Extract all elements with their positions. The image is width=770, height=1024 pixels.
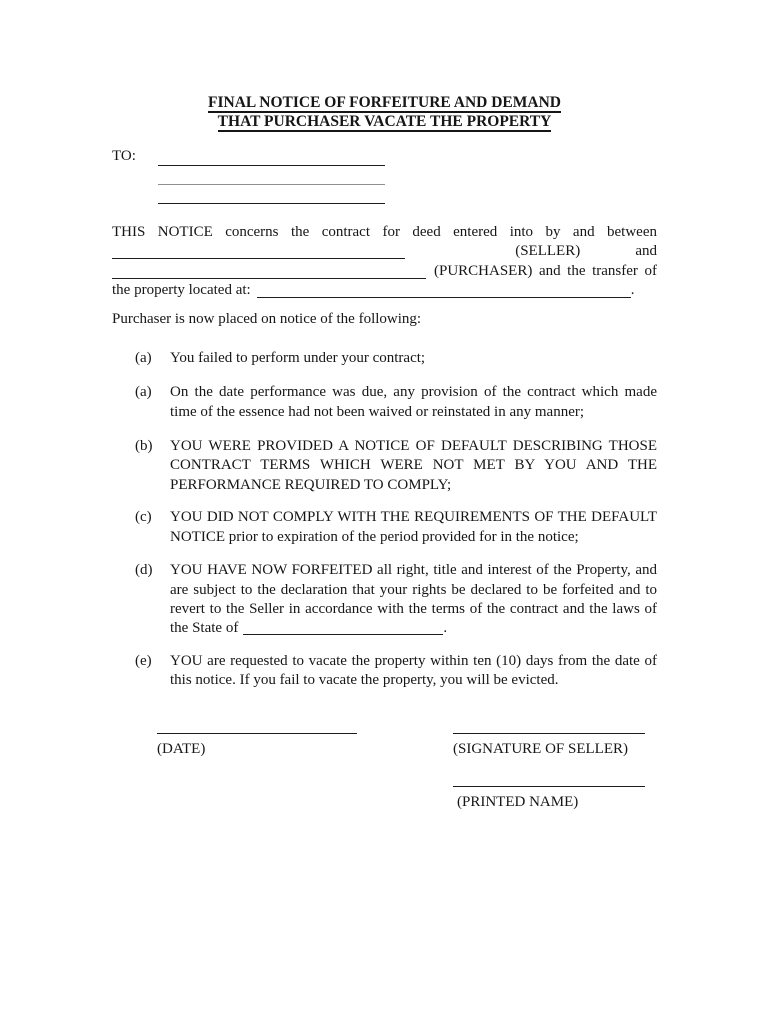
date-signature-block [157,733,357,813]
date-label: (DATE) [157,740,206,757]
title-line-2-text: THAT PURCHASER VACATE THE PROPERTY [217,113,552,131]
state-name-field[interactable] [243,620,443,635]
notice-lead: Purchaser is now placed on notice of the following: [112,311,422,328]
item-text: YOU are requested to vacate the property within ten (10) days from the date of this notice. If you fail to vacate the property, you will be evicted. [170,652,657,689]
indent [112,561,135,639]
list-item-a2 [112,383,657,422]
intro-line-4 [112,281,657,300]
indent [112,437,135,495]
title-line-1 [112,93,657,112]
item-text: YOU WERE PROVIDED A NOTICE OF DEFAULT DESCRIBING THOSE CONTRACT TERMS WHICH WERE NOT MET BY YOU AND THE PERFORMANCE REQUIRED TO COMPLY; [170,438,657,493]
to-address-field-3[interactable] [158,185,385,204]
property-address-field[interactable] [257,281,631,298]
item-text: YOU DID NOT COMPLY WITH THE REQUIREMENTS OF THE DEFAULT NOTICE prior to expiration of the period provided for in the notice; [170,509,657,545]
list-item-b [112,437,657,495]
indent [112,383,135,422]
to-label: TO: [112,147,136,164]
list-item-e [112,652,657,691]
item-d-text: YOU HAVE NOW FORFEITED all right, title and interest of the Property, and are subject to the declaration that your rights be declared to be forfeited and to revert to the Seller in accordance with the terms of the contract and the laws of the State of [170,562,657,637]
to-address-field-2[interactable] [158,166,385,185]
item-label: (a) [135,349,152,366]
item-label: (c) [135,509,152,526]
seller-tag-label: (SELLER) [515,243,581,260]
title-line-1-text: FINAL NOTICE OF FORFEITURE AND DEMAND [208,94,561,111]
signature-section [112,733,657,813]
list-item-c [112,508,657,547]
item-text [170,561,657,639]
and-word: and [635,243,657,260]
to-address-field-1[interactable] [158,147,385,166]
sentence-period: . [630,282,635,299]
intro-line-1: THIS NOTICE concerns the contract for deed entered into by and between [112,223,657,240]
property-prefix-label: the property located at: [112,282,251,299]
to-address-lines [158,147,385,204]
purchaser-name-field[interactable] [112,262,426,279]
seller-name-field[interactable] [112,242,405,259]
seller-signature-block [453,733,645,813]
list-item-a1 [112,349,657,368]
item-label: (b) [135,438,153,455]
title-line-2 [112,112,657,131]
to-section [112,147,657,204]
purchaser-tag-label: (PURCHASER) and the transfer of [434,262,657,279]
item-text: On the date performance was due, any provision of the contract which made time of the essence had not been waived or reinstated in any manner; [170,384,657,420]
list-item-d [112,561,657,639]
seller-signature-label: (SIGNATURE OF SELLER) [453,740,628,757]
item-d-period: . [443,620,448,637]
indent [112,652,135,691]
document-title [112,93,657,132]
printed-name-label: (PRINTED NAME) [457,793,579,810]
item-label: (e) [135,652,152,669]
intro-line-2 [112,242,657,261]
item-label: (d) [135,562,153,579]
indent [112,349,135,368]
item-label: (a) [135,384,152,401]
intro-line-3 [112,262,657,281]
indent [112,508,135,547]
intro-paragraph [112,223,657,301]
item-text: You failed to perform under your contract; [170,349,426,366]
